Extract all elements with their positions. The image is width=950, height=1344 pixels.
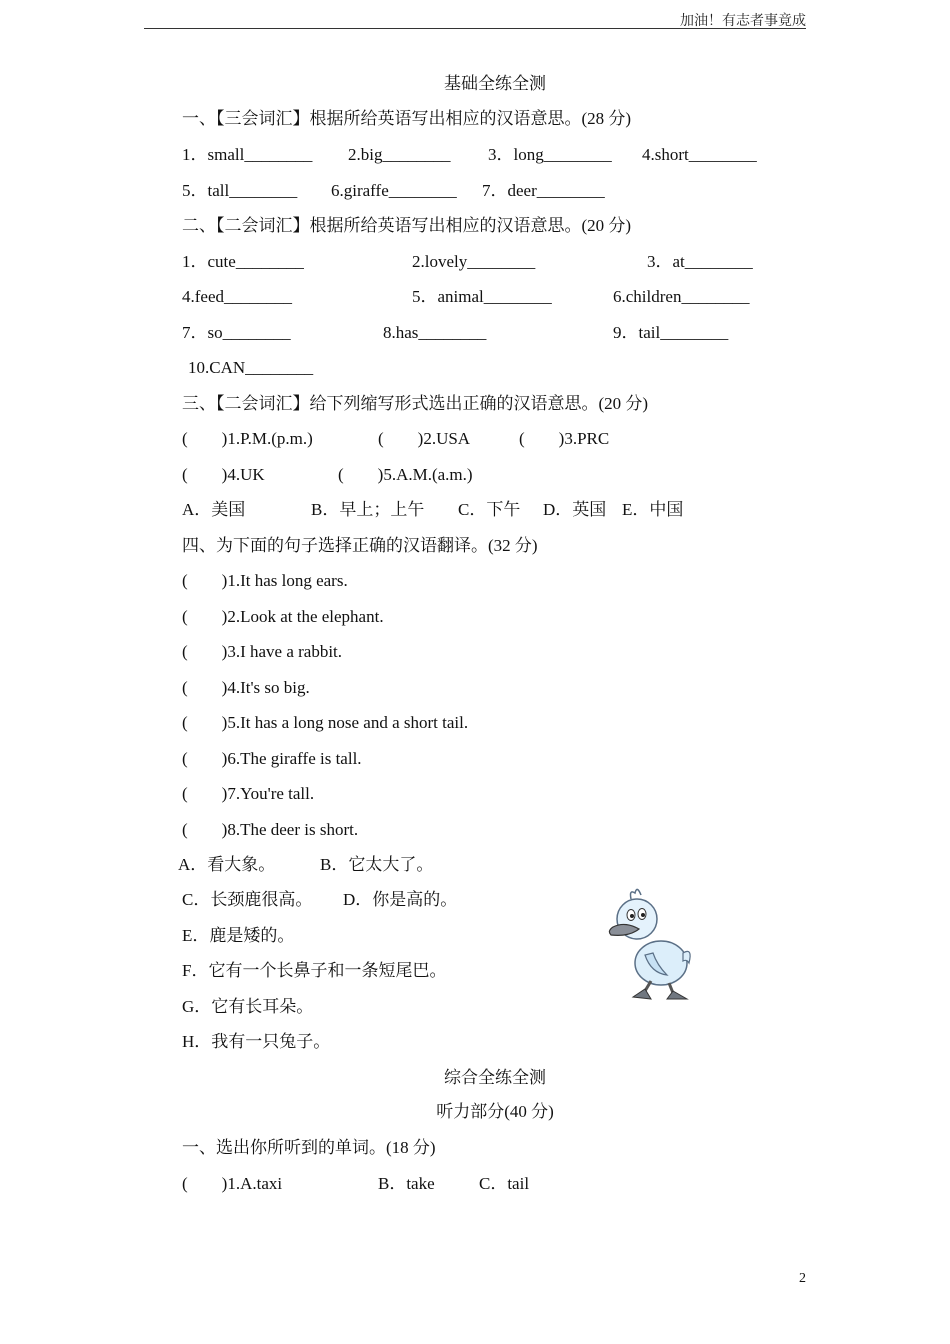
- s4-item: ( )8.The deer is short.: [182, 820, 359, 839]
- s4-option: D．你是高的。: [343, 890, 458, 909]
- s2-item: 4.feed________: [182, 287, 293, 306]
- s3-option: C．下午: [458, 500, 521, 519]
- s2-item: 5．animal________: [412, 287, 552, 306]
- s4-item: ( )1.It has long ears.: [182, 571, 348, 590]
- s3-item: ( )5.A.M.(a.m.): [338, 465, 473, 484]
- s2-item: 6.children________: [613, 287, 750, 306]
- header-rule: [144, 28, 806, 29]
- section-title-basic: 基础全练全测: [444, 74, 546, 93]
- s1-item: 1．small________: [182, 145, 313, 164]
- s1-item: 2.big________: [348, 145, 451, 164]
- s4-item: ( )6.The giraffe is tall.: [182, 749, 362, 768]
- s4-option: E．鹿是矮的。: [182, 926, 295, 945]
- c1-option: B．take: [378, 1174, 435, 1193]
- s2-item: 3．at________: [647, 252, 753, 271]
- s3-option: B．早上；上午: [311, 500, 425, 519]
- s2-item: 10.CAN________: [188, 358, 314, 377]
- s4-item: ( )2.Look at the elephant.: [182, 607, 384, 626]
- s3-option: A．美国: [182, 500, 246, 519]
- s4-option: B．它太大了。: [320, 855, 434, 874]
- s2-item: 1．cute________: [182, 252, 304, 271]
- s2-heading: 二、【二会词汇】根据所给英语写出相应的汉语意思。(20 分): [182, 216, 632, 235]
- s1-item: 3．long________: [488, 145, 612, 164]
- s4-option: A．看大象。: [178, 855, 276, 874]
- s4-heading: 四、为下面的句子选择正确的汉语翻译。(32 分): [182, 536, 538, 555]
- s2-item: 7．so________: [182, 323, 291, 342]
- s1-item: 4.short________: [642, 145, 757, 164]
- s1-heading: 一、【三会词汇】根据所给英语写出相应的汉语意思。(28 分): [182, 109, 632, 128]
- s1-item: 7．deer________: [482, 181, 605, 200]
- s3-item: ( )3.PRC: [519, 429, 610, 448]
- s4-option: C．长颈鹿很高。: [182, 890, 313, 909]
- s2-item: 8.has________: [383, 323, 487, 342]
- s4-option: G．它有长耳朵。: [182, 997, 314, 1016]
- s4-option: H．我有一只兔子。: [182, 1032, 331, 1051]
- header-motto: 加油！有志者事竟成: [680, 14, 806, 29]
- s4-item: ( )3.I have a rabbit.: [182, 642, 343, 661]
- s2-item: 2.lovely________: [412, 252, 536, 271]
- s2-item: 9．tail________: [613, 323, 729, 342]
- s1-item: 6.giraffe________: [331, 181, 457, 200]
- s3-option: D．英国: [543, 500, 607, 519]
- s4-item: ( )5.It has a long nose and a short tail.: [182, 713, 469, 732]
- section-title-comprehensive: 综合全练全测: [444, 1068, 546, 1087]
- s3-item: ( )2.USA: [378, 429, 471, 448]
- s3-item: ( )4.UK: [182, 465, 265, 484]
- s3-option: E．中国: [622, 500, 684, 519]
- s1-item: 5．tall________: [182, 181, 298, 200]
- c1-question: ( )1.A.taxi: [182, 1174, 283, 1193]
- page-number: 2: [799, 1271, 806, 1286]
- s4-item: ( )4.It's so big.: [182, 678, 310, 697]
- duck-illustration: [605, 877, 693, 1013]
- s3-heading: 三、【二会词汇】给下列缩写形式选出正确的汉语意思。(20 分): [182, 394, 649, 413]
- s4-option: F．它有一个长鼻子和一条短尾巴。: [182, 961, 447, 980]
- c1-option: C．tail: [479, 1174, 530, 1193]
- s3-item: ( )1.P.M.(p.m.): [182, 429, 313, 448]
- s4-item: ( )7.You're tall.: [182, 784, 315, 803]
- listening-title: 听力部分(40 分): [436, 1102, 554, 1121]
- c1-heading: 一、选出你所听到的单词。(18 分): [182, 1138, 436, 1157]
